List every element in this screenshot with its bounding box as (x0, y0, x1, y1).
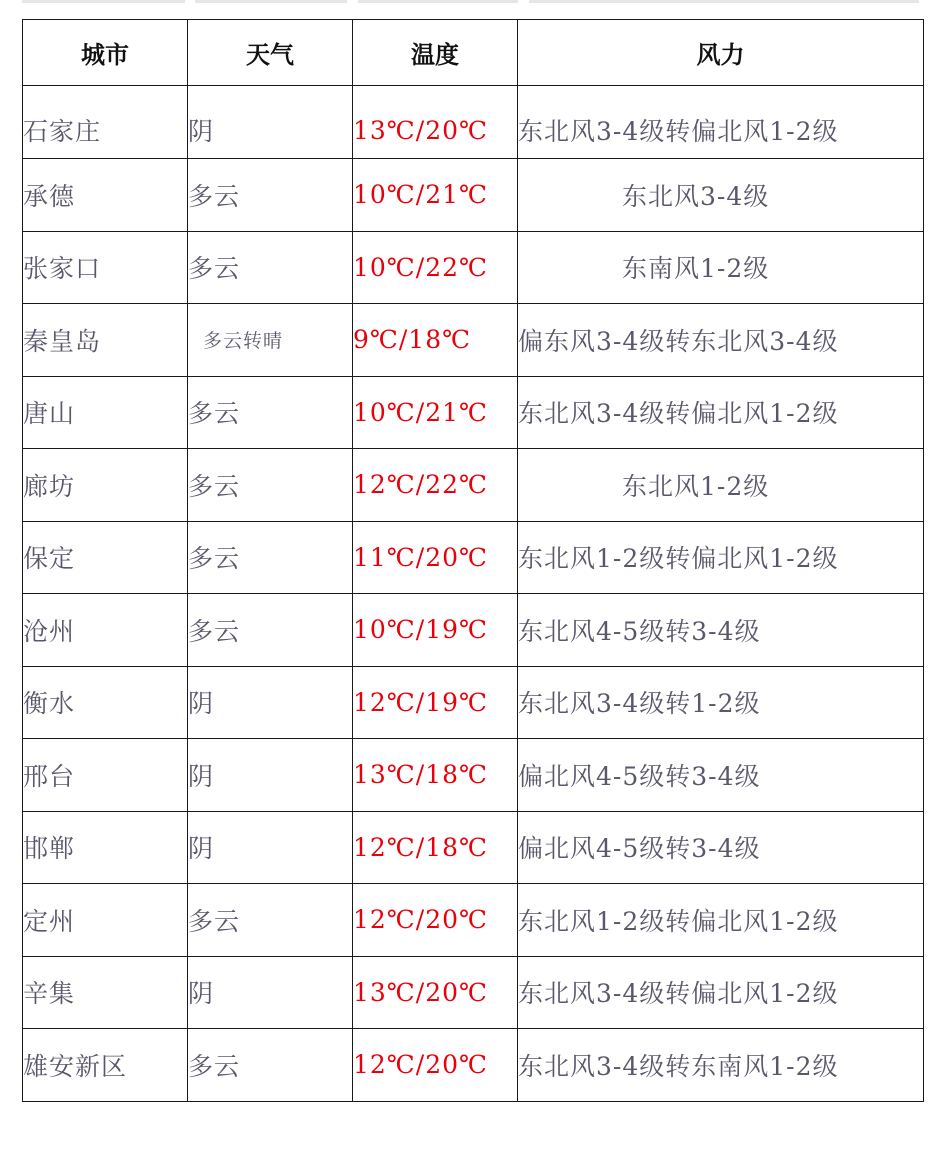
table-row (23, 956, 924, 1029)
city-cell: 辛集 (23, 956, 188, 1029)
city-cell: 邢台 (23, 739, 188, 812)
temperature-cell: 13℃/20℃ (353, 956, 518, 1029)
header-city: 城市 (23, 20, 188, 86)
temperature-cell: 13℃/20℃ (353, 86, 518, 159)
weather-cell: 多云 (188, 159, 353, 232)
weather-cell: 多云转晴 (188, 304, 353, 377)
temperature-cell: 10℃/22℃ (353, 231, 518, 304)
wind-cell: 东北风1-2级转偏北风1-2级 (518, 521, 924, 594)
wind-cell: 东南风1-2级 (518, 231, 924, 304)
temperature-cell: 10℃/21℃ (353, 159, 518, 232)
city-cell: 承德 (23, 159, 188, 232)
temperature-cell: 11℃/20℃ (353, 521, 518, 594)
city-cell: 张家口 (23, 231, 188, 304)
temperature-cell: 13℃/18℃ (353, 739, 518, 812)
city-cell: 定州 (23, 884, 188, 957)
header-wind: 风力 (518, 20, 924, 86)
table-row (23, 594, 924, 667)
table-row (23, 304, 924, 377)
temperature-cell: 12℃/22℃ (353, 449, 518, 522)
wind-cell: 东北风3-4级转偏北风1-2级 (518, 376, 924, 449)
temperature-cell: 9℃/18℃ (353, 304, 518, 377)
table-row (23, 521, 924, 594)
wind-cell: 东北风3-4级转偏北风1-2级 (518, 86, 924, 159)
wind-cell: 东北风1-2级 (518, 449, 924, 522)
weather-cell: 阴 (188, 666, 353, 739)
top-rule-segment (358, 0, 518, 3)
top-rule-segment (22, 0, 185, 3)
weather-cell: 多云 (188, 594, 353, 667)
wind-cell: 偏北风4-5级转3-4级 (518, 739, 924, 812)
header-temperature: 温度 (353, 20, 518, 86)
temperature-cell: 12℃/20℃ (353, 884, 518, 957)
weather-table (22, 19, 924, 1102)
table-header-row (23, 20, 924, 86)
table-row (23, 739, 924, 812)
table-row (23, 231, 924, 304)
wind-cell: 偏东风3-4级转东北风3-4级 (518, 304, 924, 377)
table-row (23, 376, 924, 449)
city-cell: 廊坊 (23, 449, 188, 522)
top-decoration (0, 0, 942, 4)
city-cell: 秦皇岛 (23, 304, 188, 377)
temperature-cell: 10℃/21℃ (353, 376, 518, 449)
wind-cell: 东北风3-4级 (518, 159, 924, 232)
table-row (23, 159, 924, 232)
weather-cell: 多云 (188, 521, 353, 594)
city-cell: 衡水 (23, 666, 188, 739)
weather-cell: 阴 (188, 811, 353, 884)
header-weather: 天气 (188, 20, 353, 86)
weather-cell: 阴 (188, 86, 353, 159)
weather-cell: 阴 (188, 956, 353, 1029)
wind-cell: 东北风3-4级转东南风1-2级 (518, 1029, 924, 1102)
temperature-cell: 12℃/19℃ (353, 666, 518, 739)
weather-cell: 多云 (188, 884, 353, 957)
wind-cell: 偏北风4-5级转3-4级 (518, 811, 924, 884)
weather-cell: 多云 (188, 449, 353, 522)
table-row (23, 811, 924, 884)
wind-cell: 东北风1-2级转偏北风1-2级 (518, 884, 924, 957)
temperature-cell: 12℃/20℃ (353, 1029, 518, 1102)
city-cell: 唐山 (23, 376, 188, 449)
table-row (23, 666, 924, 739)
city-cell: 沧州 (23, 594, 188, 667)
city-cell: 邯郸 (23, 811, 188, 884)
city-cell: 雄安新区 (23, 1029, 188, 1102)
weather-cell: 多云 (188, 231, 353, 304)
temperature-cell: 12℃/18℃ (353, 811, 518, 884)
weather-cell: 多云 (188, 1029, 353, 1102)
temperature-cell: 10℃/19℃ (353, 594, 518, 667)
table-row (23, 884, 924, 957)
wind-cell: 东北风3-4级转1-2级 (518, 666, 924, 739)
weather-cell: 多云 (188, 376, 353, 449)
table-row (23, 1029, 924, 1102)
table-row (23, 86, 924, 159)
top-rule-segment (529, 0, 919, 3)
top-rule-segment (195, 0, 347, 3)
table-row (23, 449, 924, 522)
weather-cell: 阴 (188, 739, 353, 812)
city-cell: 石家庄 (23, 86, 188, 159)
wind-cell: 东北风3-4级转偏北风1-2级 (518, 956, 924, 1029)
wind-cell: 东北风4-5级转3-4级 (518, 594, 924, 667)
city-cell: 保定 (23, 521, 188, 594)
